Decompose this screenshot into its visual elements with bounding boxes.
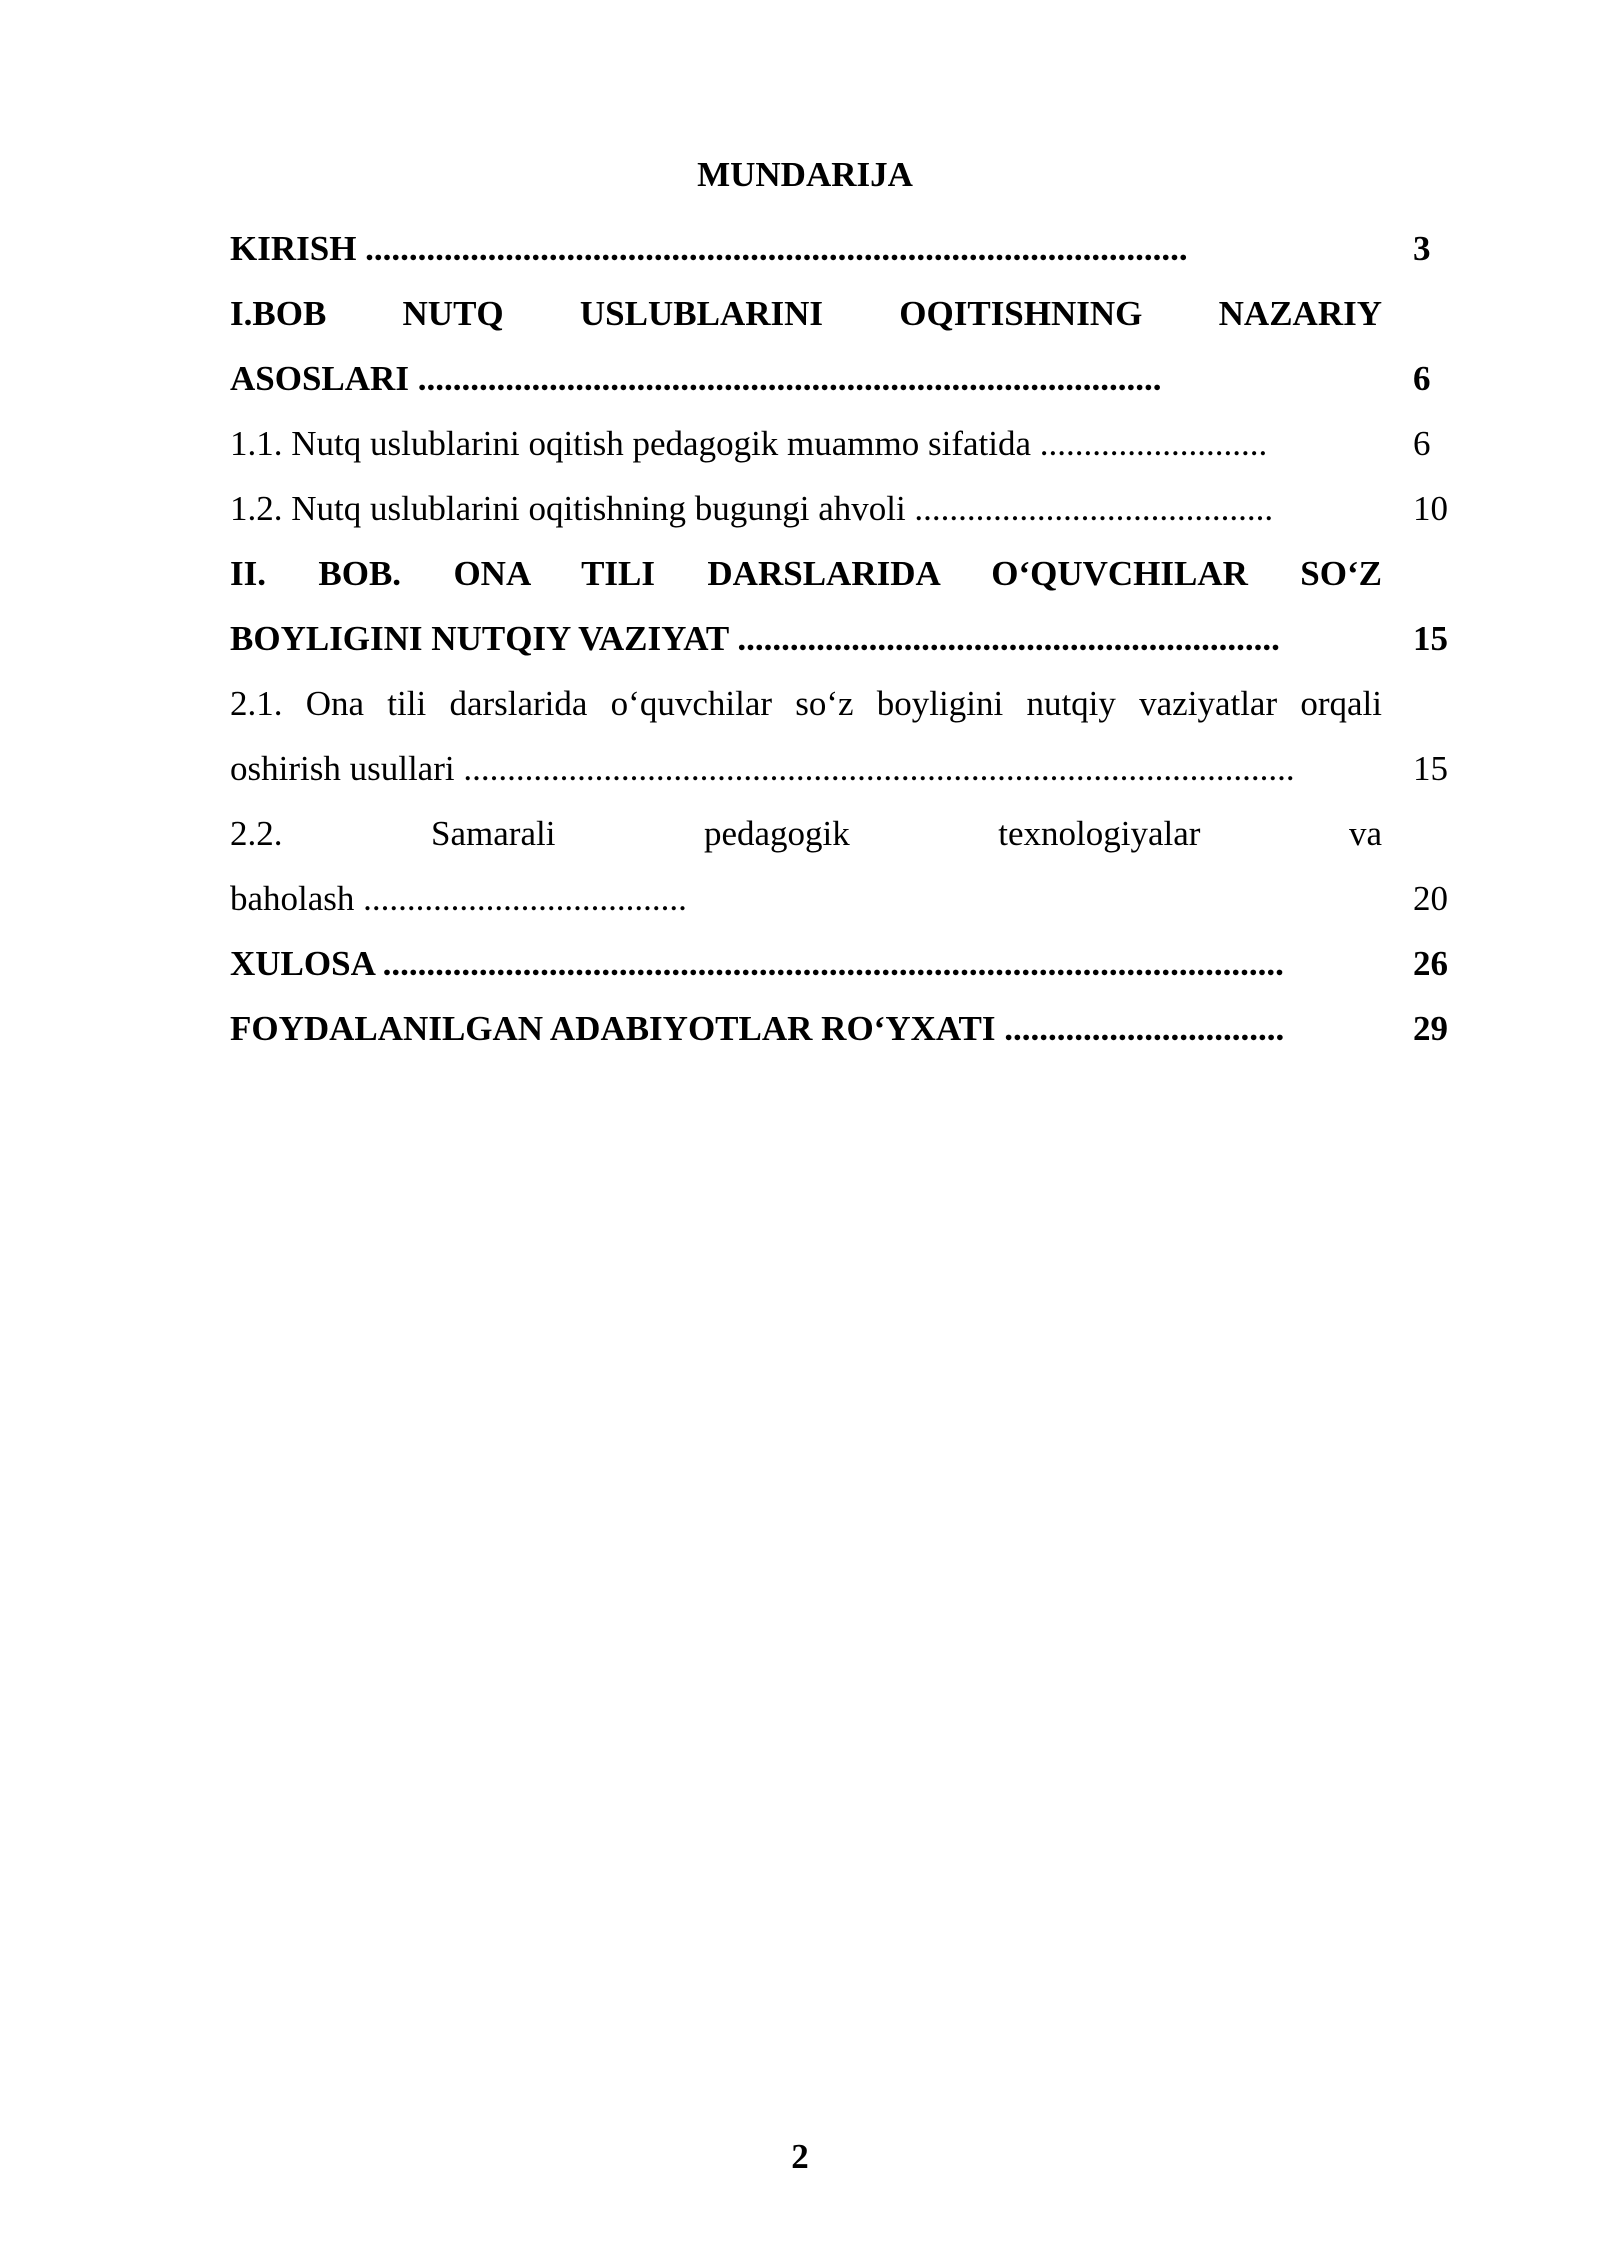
toc-entry-section-1-1: [230, 411, 1460, 476]
toc-entry-chapter-2-line-1: [230, 541, 1460, 606]
toc-entry-text: 2.1. Ona tili darslarida o‘quvchilar so‘z boyligini nutqiy vaziyatlar orqali: [230, 684, 1382, 723]
toc-entry-text: KIRISH ..............................................................................................: [230, 229, 1188, 268]
toc-entry-text: 1.2. Nutq uslublarini oqitishning bugungi ahvoli .........................................: [230, 489, 1274, 528]
toc-entry-page: 15: [1413, 749, 1448, 788]
toc-entry-text: FOYDALANILGAN ADABIYOTLAR RO‘YXATI ................................: [230, 1009, 1285, 1048]
toc-entry-page: 6: [1413, 359, 1431, 398]
toc-entry-section-2-1-line-2: [230, 736, 1460, 801]
toc-entry-page: 6: [1413, 424, 1431, 463]
toc-entry-section-1-2: [230, 476, 1460, 541]
toc-entry-section-2-2-line-1: [230, 801, 1460, 866]
toc-entry-kirish: [230, 216, 1460, 281]
toc-entry-chapter-2-line-2: [230, 606, 1460, 671]
toc-entry-text: II. BOB. ONA TILI DARSLARIDA O‘QUVCHILAR SO‘Z: [230, 554, 1382, 593]
toc-entry-text: oshirish usullari ...............................................................................................: [230, 749, 1295, 788]
toc-entry-page: 3: [1413, 229, 1431, 268]
toc-entry-text: ASOSLARI .....................................................................................: [230, 359, 1162, 398]
page-number: 2: [791, 2137, 809, 2176]
toc-entry-page: 26: [1413, 944, 1448, 983]
toc-entry-page: 10: [1413, 489, 1448, 528]
table-of-contents: [230, 216, 1460, 1061]
toc-entry-page: 15: [1413, 619, 1448, 658]
toc-entry-chapter-1-line-2: [230, 346, 1460, 411]
toc-entry-text: 1.1. Nutq uslublarini oqitish pedagogik muammo sifatida ..........................: [230, 424, 1268, 463]
toc-entry-text: I.BOB NUTQ USLUBLARINI OQITISHNING NAZARIY: [230, 294, 1382, 333]
toc-entry-section-2-1-line-1: [230, 671, 1460, 736]
toc-entry-section-2-2-line-2: [230, 866, 1460, 931]
toc-entry-page: 20: [1413, 879, 1448, 918]
toc-entry-bibliography: [230, 996, 1460, 1061]
toc-entry-text: XULOSA .......................................................................................................: [230, 944, 1284, 983]
toc-entry-text: 2.2. Samarali pedagogik texnologiyalar va: [230, 814, 1382, 853]
toc-entry-chapter-1-line-1: [230, 281, 1460, 346]
toc-heading: MUNDARIJA: [697, 155, 913, 194]
toc-entry-page: 29: [1413, 1009, 1448, 1048]
toc-entry-xulosa: [230, 931, 1460, 996]
toc-entry-text: BOYLIGINI NUTQIY VAZIYAT ..............................................................: [230, 619, 1280, 658]
toc-entry-text: baholash .....................................: [230, 879, 687, 918]
